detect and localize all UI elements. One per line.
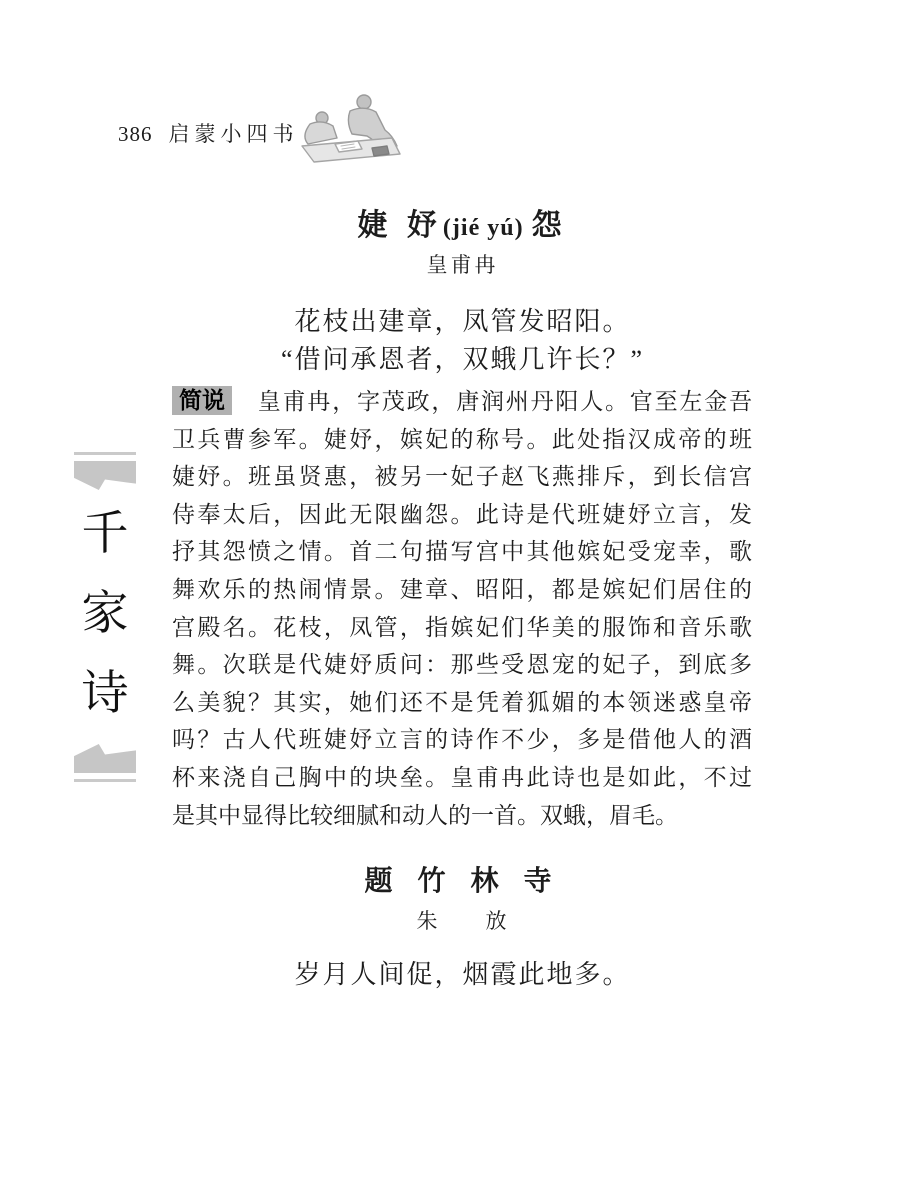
poem2-author: 朱 放 — [416, 909, 509, 933]
book-title: 启蒙小四书 — [168, 122, 299, 146]
commentary-line: 是其中显得比较细腻和动人的一首。双蛾，眉毛。 — [172, 802, 678, 828]
reading-figures-illustration — [288, 90, 416, 168]
sidebar-bottom-rule — [74, 779, 136, 782]
commentary-line: 抒其怨愤之情。首二句描写宫中其他嫔妃受宠幸，歌 — [172, 539, 752, 565]
poem1-verse-line: 花枝出建章，凤管发昭阳。 — [294, 307, 631, 336]
commentary-line: 侍奉太后，因此无限幽怨。此诗是代班婕妤立言，发 — [172, 501, 752, 527]
commentary-line: 么美貌？其实，她们还不是凭着狐媚的本领迷惑皇帝 — [172, 689, 752, 715]
poem1-title-tail: 怨 — [531, 209, 568, 242]
commentary-line: 舞欢乐的热闹情景。建章、昭阳，都是嫔妃们居住的 — [172, 576, 752, 602]
poem1-title — [170, 200, 755, 244]
commentary-line: 婕妤。班虽贤惠，被另一妃子赵飞燕排斥，到长信宫 — [172, 464, 752, 490]
page-header — [118, 118, 299, 148]
commentary-label-badge: 简说 — [172, 386, 232, 415]
sidebar-bottom-ribbon — [74, 744, 136, 773]
series-title-char: 千 — [81, 508, 129, 560]
commentary-line: 杯来浇自己胸中的块垒。皇甫冉此诗也是如此，不过 — [172, 764, 752, 790]
series-title-char: 诗 — [81, 668, 129, 720]
sidebar-top-rule — [74, 452, 136, 455]
poem1-author: 皇甫冉 — [426, 253, 499, 277]
commentary-text: 皇甫冉，字茂政，唐润州丹阳人。官至左金吾 — [256, 389, 752, 414]
commentary-line: 宫殿名。花枝，凤管，指嫔妃们华美的服饰和音乐歌 — [172, 614, 752, 640]
series-title-sidebar — [73, 452, 137, 782]
commentary-line: 吗？古人代班婕妤立言的诗作不少，多是借他人的酒 — [172, 727, 752, 753]
commentary-line — [172, 383, 752, 421]
poem2-verse-line: 岁月人间促，烟霞此地多。 — [294, 960, 631, 989]
sidebar-top-ribbon — [74, 461, 136, 490]
page-number: 386 — [118, 122, 153, 146]
poem1-verse-line: “借问承恩者，双蛾几许长？” — [280, 345, 645, 374]
poem2-title: 题 竹 林 寺 — [364, 866, 561, 897]
commentary-block — [172, 383, 752, 834]
commentary-line: 舞。次联是代婕妤质问：那些受恩宠的妃子，到底多 — [172, 652, 752, 678]
commentary-line: 卫兵曹参军。婕妤，嫔妃的称号。此处指汉成帝的班 — [172, 426, 752, 452]
poem1-title-pinyin: (jié yú) — [442, 215, 524, 241]
poem1-title-main: 婕 妤 — [357, 209, 443, 242]
series-title-char: 家 — [81, 588, 129, 640]
